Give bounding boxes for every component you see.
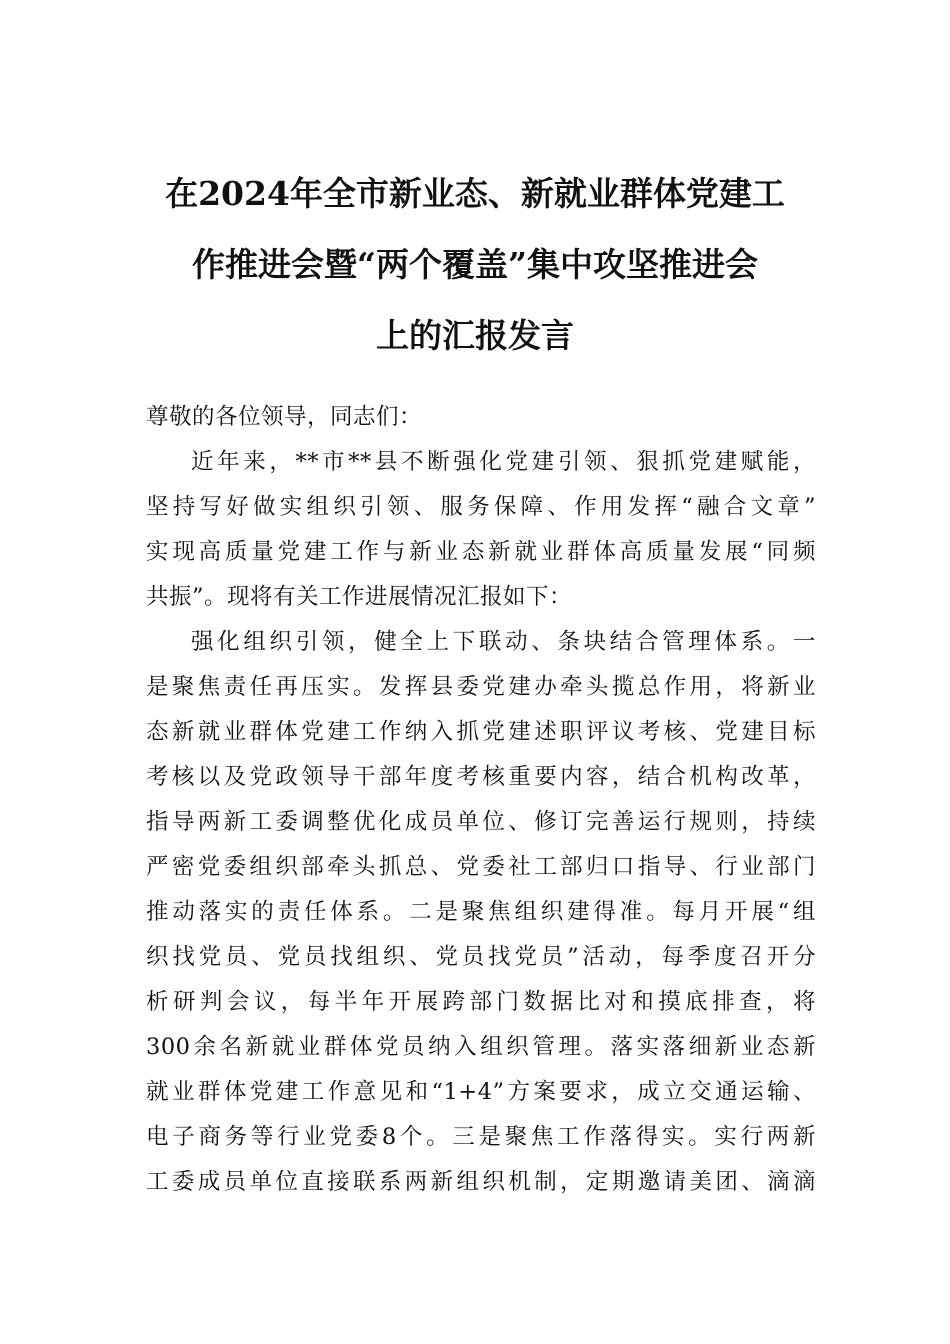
- paragraph-line: 电子商务等行业党委8个。三是聚焦工作落得实。实行两新: [146, 1124, 816, 1150]
- title-line: 作推进会暨“两个覆盖”集中攻坚推进会: [192, 245, 758, 284]
- paragraph-line: 析研判会议，每半年开展跨部门数据比对和摸底排查，将: [146, 989, 816, 1015]
- document-title: [120, 158, 830, 371]
- document-body: [146, 395, 816, 1205]
- paragraph-line: 强化组织引领，健全上下联动、条块结合管理体系。一: [191, 629, 816, 655]
- paragraph-line: 共振”。现将有关工作进展情况汇报如下：: [146, 584, 573, 610]
- paragraph-line: 推动落实的责任体系。二是聚焦组织建得准。每月开展“组: [146, 899, 816, 925]
- paragraph-line: 态新就业群体党建工作纳入抓党建述职评议考核、党建目标: [146, 719, 816, 745]
- paragraph-line: 考核以及党政领导干部年度考核重要内容，结合机构改革，: [146, 764, 816, 790]
- salutation-line: 尊敬的各位领导，同志们：: [146, 404, 423, 430]
- paragraph-line: 指导两新工委调整优化成员单位、修订完善运行规则，持续: [146, 809, 816, 835]
- title-line: 上的汇报发言: [376, 316, 574, 355]
- paragraph-line: 近年来，**市**县不断强化党建引领、狠抓党建赋能，: [191, 449, 816, 475]
- paragraph-line: 坚持写好做实组织引领、服务保障、作用发挥“融合文章”: [146, 494, 816, 520]
- paragraph-line: 实现高质量党建工作与新业态新就业群体高质量发展“同频: [146, 539, 816, 565]
- paragraph-line: 严密党委组织部牵头抓总、党委社工部归口指导、行业部门: [146, 854, 816, 880]
- title-line: 在2024年全市新业态、新就业群体党建工: [165, 174, 785, 213]
- paragraph-line: 织找党员、党员找组织、党员找党员”活动，每季度召开分: [146, 944, 816, 970]
- paragraph-line: 工委成员单位直接联系两新组织机制，定期邀请美团、滴滴: [146, 1169, 816, 1195]
- paragraph-line: 300余名新就业群体党员纳入组织管理。落实落细新业态新: [146, 1034, 816, 1060]
- paragraph-line: 就业群体党建工作意见和“1+4”方案要求，成立交通运输、: [146, 1079, 816, 1105]
- paragraph-line: 是聚焦责任再压实。发挥县委党建办牵头揽总作用，将新业: [146, 674, 816, 700]
